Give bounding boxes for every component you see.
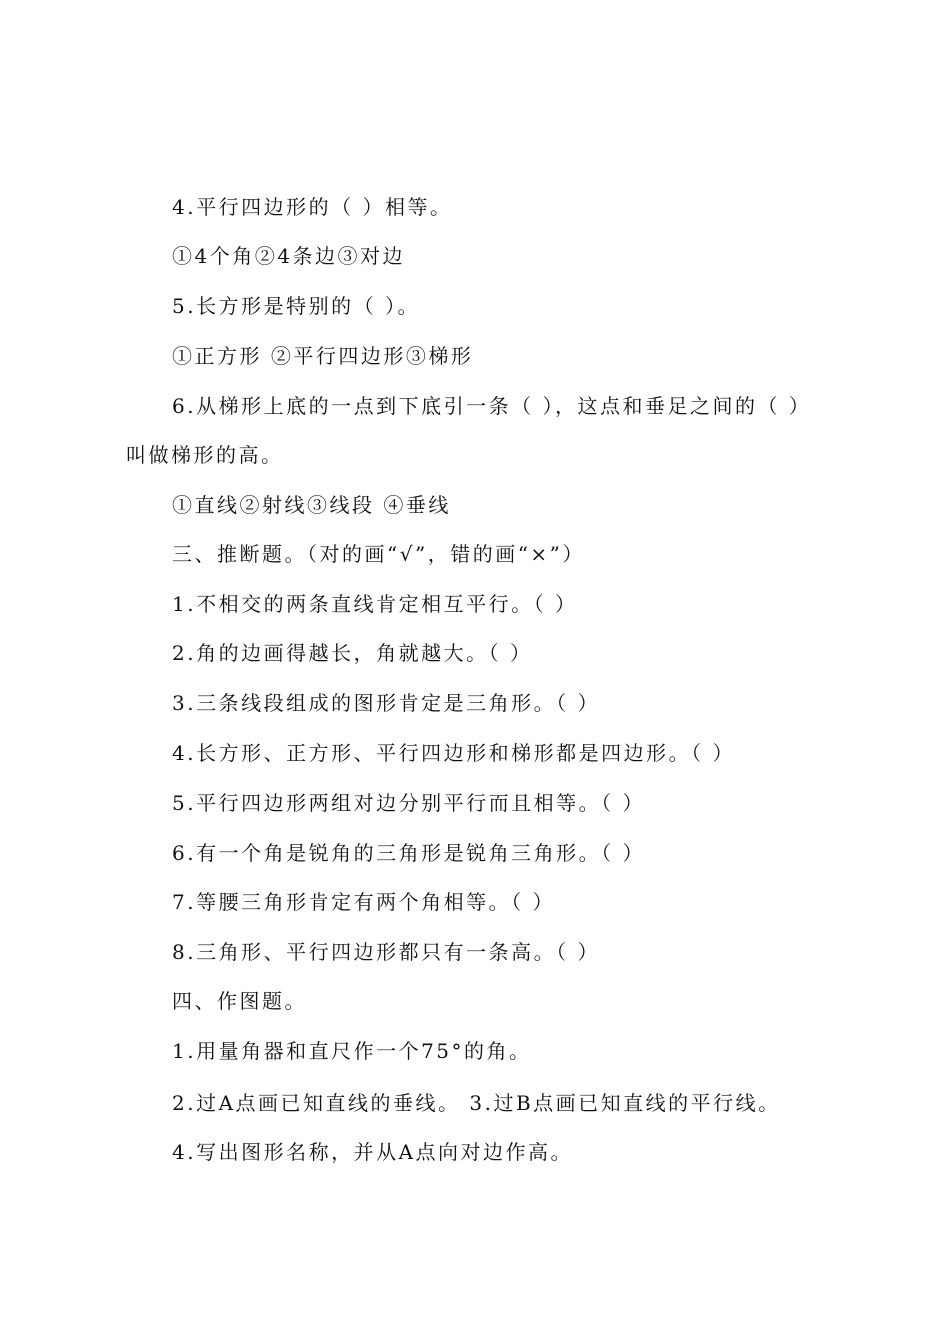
- section-3-heading: 三、推断题。（对的画“√”，错的画“×”）: [172, 542, 585, 566]
- question-5-options: ①正方形 ②平行四边形③梯形: [172, 344, 474, 368]
- judgement-6: 6.有一个角是锐角的三角形是锐角三角形。（ ）: [172, 841, 645, 865]
- judgement-4: 4.长方形、正方形、平行四边形和梯形都是四边形。（ ）: [172, 741, 735, 765]
- judgement-8: 8.三角形、平行四边形都只有一条高。（ ）: [172, 940, 600, 964]
- question-4-parallelogram: 4.平行四边形的（ ）相等。: [172, 195, 453, 219]
- drawing-4: 4.写出图形名称，并从A点向对边作高。: [172, 1140, 574, 1164]
- drawing-1: 1.用量角器和直尺作一个75°的角。: [172, 1039, 532, 1063]
- question-6-trapezoid: 6.从梯形上底的一点到下底引一条（ ），这点和垂足之间的（ ）: [172, 394, 812, 418]
- judgement-3: 3.三条线段组成的图形肯定是三角形。（ ）: [172, 691, 600, 715]
- section-4-heading: 四、作图题。: [172, 989, 307, 1013]
- drawing-2-3: 2.过A点画已知直线的垂线。 3.过B点画已知直线的平行线。: [172, 1091, 781, 1115]
- question-6-options: ①直线②射线③线段 ④垂线: [172, 493, 451, 517]
- judgement-2: 2.角的边画得越长，角就越大。（ ）: [172, 641, 533, 665]
- question-4-options: ①4个角②4条边③对边: [172, 244, 405, 268]
- judgement-7: 7.等腰三角形肯定有两个角相等。（ ）: [172, 890, 555, 914]
- judgement-1: 1.不相交的两条直线肯定相互平行。（ ）: [172, 592, 578, 616]
- question-6-continuation: 叫做梯形的高。: [126, 443, 284, 467]
- question-5-rectangle: 5.长方形是特别的（ ）。: [172, 294, 420, 318]
- judgement-5: 5.平行四边形两组对边分别平行而且相等。（ ）: [172, 791, 645, 815]
